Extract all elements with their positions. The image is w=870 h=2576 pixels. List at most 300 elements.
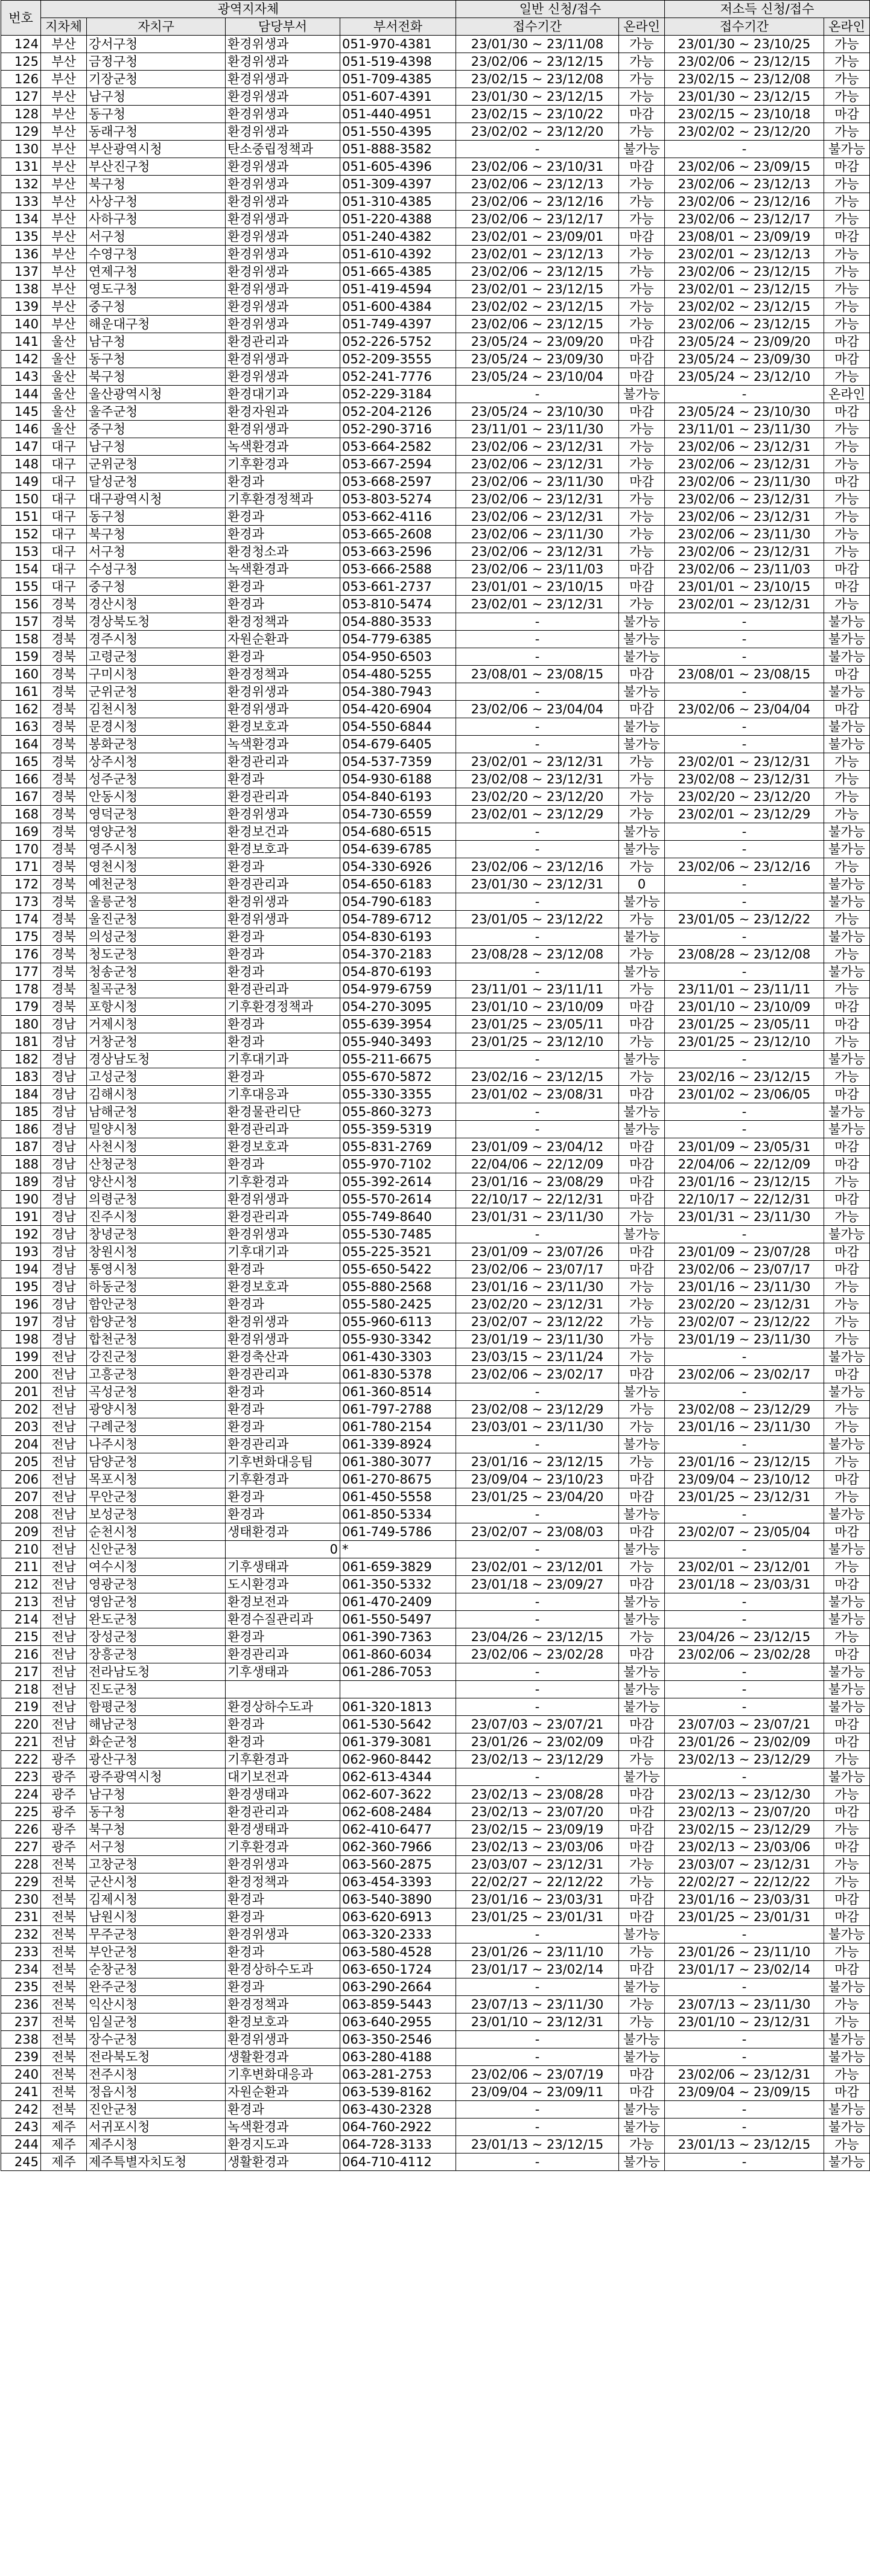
cell-dept: 환경위생과 xyxy=(226,351,340,368)
cell-period: 23/02/08 ~ 23/12/29 xyxy=(456,1401,619,1418)
table-row xyxy=(1,1436,870,1453)
cell-online: 가능 xyxy=(619,88,665,106)
table-row xyxy=(1,1313,870,1331)
cell-online-lowincome: 가능 xyxy=(824,368,870,386)
cell-no: 216 xyxy=(1,1646,41,1663)
table-row xyxy=(1,1138,870,1156)
cell-period-lowincome: 23/05/24 ~ 23/09/20 xyxy=(665,333,824,351)
cell-no: 194 xyxy=(1,1261,41,1278)
cell-district: 전라남도청 xyxy=(87,1663,226,1681)
cell-dept: 환경과 xyxy=(226,1156,340,1173)
cell-online: 불가능 xyxy=(619,1541,665,1558)
cell-online: 마감 xyxy=(619,1016,665,1033)
cell-period: 23/01/10 ~ 23/12/31 xyxy=(456,2013,619,2031)
cell-online: 마감 xyxy=(619,2066,665,2083)
cell-district: 목포시청 xyxy=(87,1471,226,1488)
cell-no: 187 xyxy=(1,1138,41,1156)
cell-phone: 061-380-3077 xyxy=(340,1453,456,1471)
cell-period-lowincome: 23/02/06 ~ 23/12/31 xyxy=(665,491,824,508)
cell-district: 양산시청 xyxy=(87,1173,226,1191)
cell-dept: 환경위생과 xyxy=(226,158,340,176)
table-row xyxy=(1,666,870,683)
cell-region: 전북 xyxy=(41,2013,87,2031)
cell-region: 경남 xyxy=(41,1103,87,1121)
cell-online: 불가능 xyxy=(619,2154,665,2171)
cell-period: - xyxy=(456,2101,619,2119)
cell-dept: 기후변화대응팀 xyxy=(226,1453,340,1471)
cell-district: 남구청 xyxy=(87,438,226,456)
cell-region: 전남 xyxy=(41,1733,87,1751)
cell-region: 경북 xyxy=(41,788,87,806)
cell-online: 가능 xyxy=(619,246,665,263)
cell-period: - xyxy=(456,1541,619,1558)
cell-online: 가능 xyxy=(619,753,665,771)
table-header xyxy=(1,1,870,36)
cell-online: 가능 xyxy=(619,421,665,438)
cell-region: 경남 xyxy=(41,1173,87,1191)
cell-no: 213 xyxy=(1,1593,41,1611)
cell-period: 23/02/06 ~ 23/12/16 xyxy=(456,858,619,876)
cell-period: 23/02/01 ~ 23/12/15 xyxy=(456,281,619,298)
cell-district: 남구청 xyxy=(87,1786,226,1803)
cell-period: 23/02/06 ~ 23/12/31 xyxy=(456,543,619,561)
cell-phone: 054-840-6193 xyxy=(340,788,456,806)
table-row xyxy=(1,858,870,876)
cell-phone: 062-360-7966 xyxy=(340,1838,456,1856)
table-row xyxy=(1,753,870,771)
cell-region: 대구 xyxy=(41,526,87,543)
cell-district: 제주특별자치도청 xyxy=(87,2154,226,2171)
cell-district: 중구청 xyxy=(87,421,226,438)
cell-online: 마감 xyxy=(619,1646,665,1663)
cell-no: 191 xyxy=(1,1208,41,1226)
cell-dept: 자원순환과 xyxy=(226,631,340,648)
table-row xyxy=(1,596,870,613)
cell-period: 23/01/02 ~ 23/08/31 xyxy=(456,1086,619,1103)
cell-district: 화순군청 xyxy=(87,1733,226,1751)
cell-online-lowincome: 마감 xyxy=(824,1891,870,1908)
cell-online-lowincome: 불가능 xyxy=(824,648,870,666)
cell-online-lowincome: 가능 xyxy=(824,1278,870,1296)
table-row xyxy=(1,1576,870,1593)
cell-dept: 환경과 xyxy=(226,1733,340,1751)
cell-phone xyxy=(340,1681,456,1698)
cell-period: 23/01/30 ~ 23/11/08 xyxy=(456,36,619,53)
cell-online-lowincome: 가능 xyxy=(824,543,870,561)
cell-dept xyxy=(226,1681,340,1698)
cell-no: 153 xyxy=(1,543,41,561)
cell-phone: 061-286-7053 xyxy=(340,1663,456,1681)
table-row xyxy=(1,1961,870,1978)
cell-online: 불가능 xyxy=(619,2031,665,2048)
cell-online-lowincome: 가능 xyxy=(824,246,870,263)
cell-no: 129 xyxy=(1,123,41,141)
cell-period-lowincome: 23/02/01 ~ 23/12/01 xyxy=(665,1558,824,1576)
cell-online: 불가능 xyxy=(619,2101,665,2119)
cell-phone: 061-530-5642 xyxy=(340,1716,456,1733)
cell-period-lowincome: 23/01/31 ~ 23/11/30 xyxy=(665,1208,824,1226)
cell-period: 23/02/06 ~ 23/11/30 xyxy=(456,473,619,491)
cell-period-lowincome: 23/01/10 ~ 23/12/31 xyxy=(665,2013,824,2031)
cell-online-lowincome: 마감 xyxy=(824,1366,870,1383)
cell-no: 156 xyxy=(1,596,41,613)
cell-online: 마감 xyxy=(619,1821,665,1838)
cell-period-lowincome: 23/01/13 ~ 23/12/15 xyxy=(665,2136,824,2154)
cell-region: 전북 xyxy=(41,2066,87,2083)
cell-phone: 051-605-4396 xyxy=(340,158,456,176)
cell-online-lowincome: 불가능 xyxy=(824,1436,870,1453)
cell-online-lowincome: 불가능 xyxy=(824,1681,870,1698)
header-phone: 부서전화 xyxy=(340,18,456,36)
cell-period: - xyxy=(456,1926,619,1943)
cell-dept: 환경과 xyxy=(226,1943,340,1961)
cell-district: 포항시청 xyxy=(87,998,226,1016)
cell-period: 23/02/07 ~ 23/12/22 xyxy=(456,1313,619,1331)
cell-region: 전북 xyxy=(41,1908,87,1926)
cell-period: - xyxy=(456,1051,619,1068)
cell-period: 23/02/06 ~ 23/12/31 xyxy=(456,491,619,508)
table-row xyxy=(1,1488,870,1506)
cell-period: 23/02/13 ~ 23/08/28 xyxy=(456,1786,619,1803)
cell-district: 보성군청 xyxy=(87,1506,226,1523)
table-row xyxy=(1,1681,870,1698)
cell-region: 대구 xyxy=(41,491,87,508)
cell-period-lowincome: - xyxy=(665,1978,824,1996)
cell-district: 사상구청 xyxy=(87,193,226,211)
cell-period: - xyxy=(456,893,619,911)
cell-region: 울산 xyxy=(41,386,87,403)
table-row xyxy=(1,1873,870,1891)
cell-online-lowincome: 불가능 xyxy=(824,613,870,631)
cell-region: 전남 xyxy=(41,1593,87,1611)
cell-online-lowincome: 불가능 xyxy=(824,2031,870,2048)
cell-online: 불가능 xyxy=(619,683,665,701)
cell-online: 불가능 xyxy=(619,1121,665,1138)
cell-online-lowincome: 마감 xyxy=(824,351,870,368)
cell-period: 23/01/26 ~ 23/11/10 xyxy=(456,1943,619,1961)
cell-district: 구례군청 xyxy=(87,1418,226,1436)
cell-region: 부산 xyxy=(41,53,87,71)
cell-online-lowincome: 가능 xyxy=(824,1996,870,2013)
cell-online: 불가능 xyxy=(619,386,665,403)
cell-district: 서구청 xyxy=(87,1838,226,1856)
table-row xyxy=(1,1821,870,1838)
cell-period-lowincome: - xyxy=(665,928,824,946)
cell-phone: 054-680-6515 xyxy=(340,823,456,841)
cell-dept: 환경보호과 xyxy=(226,841,340,858)
cell-phone: 061-390-7363 xyxy=(340,1628,456,1646)
cell-region: 부산 xyxy=(41,193,87,211)
cell-dept: 환경과 xyxy=(226,1016,340,1033)
cell-no: 150 xyxy=(1,491,41,508)
cell-region: 광주 xyxy=(41,1821,87,1838)
header-district: 자치구 xyxy=(87,18,226,36)
cell-phone: 061-360-8514 xyxy=(340,1383,456,1401)
cell-phone: 061-550-5497 xyxy=(340,1611,456,1628)
cell-dept: 환경위생과 xyxy=(226,1191,340,1208)
cell-period-lowincome: - xyxy=(665,2048,824,2066)
cell-online: 불가능 xyxy=(619,718,665,736)
cell-district: 중구청 xyxy=(87,298,226,316)
cell-online: 불가능 xyxy=(619,613,665,631)
cell-period-lowincome: 23/02/06 ~ 23/12/15 xyxy=(665,263,824,281)
cell-district: 북구청 xyxy=(87,176,226,193)
cell-phone: 053-664-2582 xyxy=(340,438,456,456)
cell-period: 23/05/24 ~ 23/09/30 xyxy=(456,351,619,368)
cell-dept: 생태환경과 xyxy=(226,1523,340,1541)
cell-no: 220 xyxy=(1,1716,41,1733)
cell-dept: 기후대기과 xyxy=(226,1243,340,1261)
cell-phone: 062-607-3622 xyxy=(340,1786,456,1803)
cell-period-lowincome: 23/01/30 ~ 23/10/25 xyxy=(665,36,824,53)
cell-phone: 063-650-1724 xyxy=(340,1961,456,1978)
cell-no: 165 xyxy=(1,753,41,771)
table-row xyxy=(1,211,870,228)
cell-period: 23/02/15 ~ 23/12/08 xyxy=(456,71,619,88)
cell-period: - xyxy=(456,141,619,158)
cell-region: 경남 xyxy=(41,1208,87,1226)
cell-period-lowincome: - xyxy=(665,1051,824,1068)
cell-online: 가능 xyxy=(619,1401,665,1418)
cell-region: 경남 xyxy=(41,1033,87,1051)
cell-no: 148 xyxy=(1,456,41,473)
cell-no: 238 xyxy=(1,2031,41,2048)
cell-online-lowincome: 마감 xyxy=(824,578,870,596)
cell-dept: 대기보전과 xyxy=(226,1768,340,1786)
cell-region: 울산 xyxy=(41,368,87,386)
cell-online: 불가능 xyxy=(619,736,665,753)
cell-online-lowincome: 가능 xyxy=(824,1558,870,1576)
cell-phone: 064-728-3133 xyxy=(340,2136,456,2154)
cell-dept: 환경위생과 xyxy=(226,683,340,701)
cell-phone: 061-780-2154 xyxy=(340,1418,456,1436)
cell-online: 가능 xyxy=(619,298,665,316)
cell-phone: 051-600-4384 xyxy=(340,298,456,316)
cell-period-lowincome: 23/01/26 ~ 23/11/10 xyxy=(665,1943,824,1961)
cell-no: 218 xyxy=(1,1681,41,1698)
cell-period: - xyxy=(456,1663,619,1681)
cell-online-lowincome: 마감 xyxy=(824,1138,870,1156)
cell-period: - xyxy=(456,1103,619,1121)
cell-online: 가능 xyxy=(619,911,665,928)
table-row xyxy=(1,228,870,246)
cell-period-lowincome: 23/01/16 ~ 23/12/15 xyxy=(665,1453,824,1471)
cell-phone: 051-240-4382 xyxy=(340,228,456,246)
cell-region: 전남 xyxy=(41,1558,87,1576)
cell-period-lowincome: - xyxy=(665,1593,824,1611)
cell-online: 불가능 xyxy=(619,1698,665,1716)
cell-online: 0 xyxy=(619,876,665,893)
cell-online: 불가능 xyxy=(619,1506,665,1523)
cell-region: 경북 xyxy=(41,718,87,736)
cell-no: 182 xyxy=(1,1051,41,1068)
cell-dept: 기후환경정책과 xyxy=(226,491,340,508)
table-row xyxy=(1,2101,870,2119)
cell-region: 경남 xyxy=(41,1243,87,1261)
subsidy-table xyxy=(1,0,870,2171)
cell-dept: 환경과 xyxy=(226,1068,340,1086)
cell-online: 불가능 xyxy=(619,1681,665,1698)
cell-period-lowincome: 23/02/13 ~ 23/12/30 xyxy=(665,1786,824,1803)
cell-online: 마감 xyxy=(619,666,665,683)
cell-phone: 053-810-5474 xyxy=(340,596,456,613)
cell-period: 23/02/01 ~ 23/09/01 xyxy=(456,228,619,246)
cell-dept: 환경위생과 xyxy=(226,701,340,718)
cell-dept: 환경위생과 xyxy=(226,1331,340,1348)
cell-online: 불가능 xyxy=(619,1593,665,1611)
cell-no: 232 xyxy=(1,1926,41,1943)
cell-region: 대구 xyxy=(41,473,87,491)
cell-dept: 환경위생과 xyxy=(226,1313,340,1331)
cell-dept: 기후생태과 xyxy=(226,1663,340,1681)
cell-online: 가능 xyxy=(619,1278,665,1296)
cell-dept: 환경보호과 xyxy=(226,2013,340,2031)
cell-no: 189 xyxy=(1,1173,41,1191)
cell-district: 울주군청 xyxy=(87,403,226,421)
cell-period: 23/02/06 ~ 23/07/19 xyxy=(456,2066,619,2083)
table-row xyxy=(1,403,870,421)
cell-no: 126 xyxy=(1,71,41,88)
cell-dept: 환경관리과 xyxy=(226,753,340,771)
cell-region: 부산 xyxy=(41,211,87,228)
cell-period: 23/01/05 ~ 23/12/22 xyxy=(456,911,619,928)
cell-phone: 064-760-2922 xyxy=(340,2119,456,2136)
cell-online: 가능 xyxy=(619,1348,665,1366)
cell-period: 23/02/01 ~ 23/12/31 xyxy=(456,753,619,771)
cell-dept: 환경과 xyxy=(226,1401,340,1418)
cell-online: 불가능 xyxy=(619,1768,665,1786)
cell-no: 162 xyxy=(1,701,41,718)
cell-period-lowincome: - xyxy=(665,1226,824,1243)
cell-period-lowincome: 23/02/02 ~ 23/12/15 xyxy=(665,298,824,316)
cell-region: 전남 xyxy=(41,1698,87,1716)
table-row xyxy=(1,1348,870,1366)
cell-phone: 051-610-4392 xyxy=(340,246,456,263)
cell-online: 가능 xyxy=(619,193,665,211)
cell-online-lowincome: 가능 xyxy=(824,1821,870,1838)
cell-period-lowincome: 23/01/25 ~ 23/12/10 xyxy=(665,1033,824,1051)
cell-online-lowincome: 마감 xyxy=(824,158,870,176)
cell-online-lowincome: 불가능 xyxy=(824,1593,870,1611)
cell-district: 경주시청 xyxy=(87,631,226,648)
table-row xyxy=(1,911,870,928)
cell-online-lowincome: 불가능 xyxy=(824,1768,870,1786)
cell-period: 23/02/06 ~ 23/02/28 xyxy=(456,1646,619,1663)
cell-region: 경남 xyxy=(41,1068,87,1086)
table-row xyxy=(1,1261,870,1278)
cell-no: 159 xyxy=(1,648,41,666)
cell-online-lowincome: 가능 xyxy=(824,858,870,876)
cell-no: 166 xyxy=(1,771,41,788)
cell-online: 마감 xyxy=(619,158,665,176)
table-row xyxy=(1,473,870,491)
cell-district: 광주광역시청 xyxy=(87,1768,226,1786)
cell-online-lowincome: 가능 xyxy=(824,193,870,211)
cell-phone: 055-580-2425 xyxy=(340,1296,456,1313)
cell-period-lowincome: 23/01/16 ~ 23/12/15 xyxy=(665,1173,824,1191)
cell-dept: 환경위생과 xyxy=(226,228,340,246)
cell-no: 130 xyxy=(1,141,41,158)
cell-online: 마감 xyxy=(619,561,665,578)
cell-online-lowincome: 가능 xyxy=(824,1856,870,1873)
header-no: 번호 xyxy=(1,1,41,36)
table-row xyxy=(1,1418,870,1436)
cell-online: 가능 xyxy=(619,526,665,543)
cell-dept: 환경위생과 xyxy=(226,71,340,88)
cell-district: 담양군청 xyxy=(87,1453,226,1471)
cell-no: 146 xyxy=(1,421,41,438)
cell-region: 경남 xyxy=(41,1121,87,1138)
cell-online-lowincome: 마감 xyxy=(824,2083,870,2101)
table-row xyxy=(1,1121,870,1138)
cell-no: 208 xyxy=(1,1506,41,1523)
cell-no: 230 xyxy=(1,1891,41,1908)
cell-dept: 환경과 xyxy=(226,1716,340,1733)
cell-period-lowincome: 23/02/15 ~ 23/10/18 xyxy=(665,106,824,123)
cell-dept: 환경관리과 xyxy=(226,981,340,998)
cell-period: 23/01/30 ~ 23/12/15 xyxy=(456,88,619,106)
cell-region: 부산 xyxy=(41,71,87,88)
cell-region: 전남 xyxy=(41,1453,87,1471)
table-row xyxy=(1,806,870,823)
cell-online-lowincome: 불가능 xyxy=(824,1506,870,1523)
cell-district: 북구청 xyxy=(87,526,226,543)
cell-phone: 052-290-3716 xyxy=(340,421,456,438)
cell-region: 울산 xyxy=(41,351,87,368)
cell-no: 155 xyxy=(1,578,41,596)
cell-period-lowincome: 23/02/06 ~ 23/11/30 xyxy=(665,473,824,491)
cell-phone: 055-639-3954 xyxy=(340,1016,456,1033)
cell-district: 창녕군청 xyxy=(87,1226,226,1243)
cell-no: 174 xyxy=(1,911,41,928)
cell-period-lowincome: 23/02/01 ~ 23/12/15 xyxy=(665,281,824,298)
cell-online-lowincome: 마감 xyxy=(824,333,870,351)
cell-period: 23/05/24 ~ 23/10/04 xyxy=(456,368,619,386)
cell-online: 마감 xyxy=(619,228,665,246)
cell-online-lowincome: 가능 xyxy=(824,1313,870,1331)
cell-district: 함안군청 xyxy=(87,1296,226,1313)
cell-online-lowincome: 가능 xyxy=(824,1296,870,1313)
cell-online-lowincome: 마감 xyxy=(824,1961,870,1978)
cell-period: - xyxy=(456,1593,619,1611)
cell-online-lowincome: 가능 xyxy=(824,526,870,543)
cell-district: 순천시청 xyxy=(87,1523,226,1541)
cell-period: 23/02/06 ~ 23/12/15 xyxy=(456,316,619,333)
table-row xyxy=(1,1506,870,1523)
cell-district: 정읍시청 xyxy=(87,2083,226,2101)
header-dept: 담당부서 xyxy=(226,18,340,36)
cell-period: - xyxy=(456,1768,619,1786)
cell-region: 경북 xyxy=(41,631,87,648)
cell-period: - xyxy=(456,1226,619,1243)
cell-online-lowincome: 불가능 xyxy=(824,683,870,701)
cell-dept: 환경과 xyxy=(226,473,340,491)
cell-online: 불가능 xyxy=(619,841,665,858)
cell-period: 23/02/13 ~ 23/03/06 xyxy=(456,1838,619,1856)
cell-phone: 063-540-3890 xyxy=(340,1891,456,1908)
cell-period-lowincome: - xyxy=(665,963,824,981)
cell-phone: 061-430-3303 xyxy=(340,1348,456,1366)
cell-phone: 051-220-4388 xyxy=(340,211,456,228)
cell-online-lowincome: 가능 xyxy=(824,176,870,193)
cell-period: 23/02/06 ~ 23/07/17 xyxy=(456,1261,619,1278)
cell-online: 마감 xyxy=(619,1471,665,1488)
cell-district: 서귀포시청 xyxy=(87,2119,226,2136)
cell-online-lowincome: 불가능 xyxy=(824,1541,870,1558)
cell-dept: 환경보전과 xyxy=(226,1593,340,1611)
table-row xyxy=(1,2136,870,2154)
cell-online-lowincome: 가능 xyxy=(824,1943,870,1961)
